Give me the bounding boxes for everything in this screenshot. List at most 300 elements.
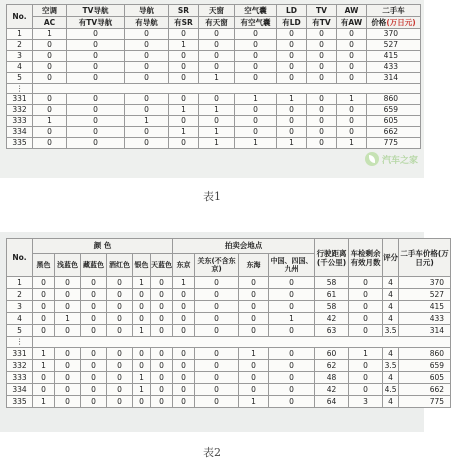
table1-cell: 0	[235, 40, 277, 51]
table2-cell: 0	[195, 277, 239, 289]
table2-cell: 0	[151, 301, 173, 313]
table2-row	[7, 384, 451, 396]
table2-header-color: 颜 色	[33, 239, 173, 254]
table1-cell: 0	[125, 62, 169, 73]
table2-cell: 0	[133, 301, 151, 313]
table2-cell: 0	[269, 360, 315, 372]
table1-cell: 0	[307, 116, 337, 127]
table2-cell: 0	[107, 384, 133, 396]
table1-cell: 0	[199, 51, 235, 62]
table1-cell: 0	[235, 116, 277, 127]
table1-cell: 1	[33, 29, 67, 40]
table1-cell: 415	[367, 51, 421, 62]
table2-header-auction-col: 中国、四国、九州	[269, 254, 315, 277]
table1-cell: 0	[337, 105, 367, 116]
table2-cell: 0	[33, 384, 55, 396]
table2-cell: 333	[7, 372, 33, 384]
table1-cell: 0	[169, 62, 199, 73]
table2-cell: 335	[7, 396, 33, 408]
table1-cell: 1	[169, 127, 199, 138]
table1-cell: 1	[199, 73, 235, 84]
table1-cell: 1	[199, 138, 235, 149]
table2-cell: 4	[383, 277, 399, 289]
table1-cell: 0	[235, 73, 277, 84]
table1-cell: 0	[67, 138, 125, 149]
table1-cell: 0	[67, 105, 125, 116]
table1-cell: 0	[307, 138, 337, 149]
table2-cell: 0	[151, 372, 173, 384]
table2-cell: 0	[151, 360, 173, 372]
table1-cell: 0	[337, 29, 367, 40]
table2-cell: 0	[239, 325, 269, 337]
table2-cell: 0	[81, 325, 107, 337]
table1-row	[7, 73, 421, 84]
table1-cell: 0	[235, 105, 277, 116]
table1-header-feature-sub: 有TV导航	[67, 17, 125, 29]
table1-header-feature: TV	[307, 5, 337, 17]
table2-cell: 0	[151, 384, 173, 396]
table1-header-feature-sub: 有AW	[337, 17, 367, 29]
table2-cell: 1	[55, 313, 81, 325]
table1-cell: 333	[7, 116, 33, 127]
table2-cell: 1	[239, 348, 269, 360]
table2-cell: 0	[173, 372, 195, 384]
table2-cell: 0	[269, 396, 315, 408]
table1-cell: 334	[7, 127, 33, 138]
table2-header-color-col: 酒红色	[107, 254, 133, 277]
table1-row	[7, 40, 421, 51]
table1-row	[7, 51, 421, 62]
table1-cell: 0	[307, 73, 337, 84]
table2-cell: 0	[55, 301, 81, 313]
table2-cell: 0	[81, 396, 107, 408]
table1-cell: 0	[277, 105, 307, 116]
table2-cell: 0	[81, 372, 107, 384]
table1-cell: 860	[367, 94, 421, 105]
table1-cell: 0	[67, 94, 125, 105]
table1-cell: 0	[125, 29, 169, 40]
table1-cell: 0	[33, 105, 67, 116]
table1-cell: 0	[277, 62, 307, 73]
table2-cell: 0	[107, 313, 133, 325]
table2-row	[7, 313, 451, 325]
table2-row	[7, 348, 451, 360]
table1-cell: 1	[337, 94, 367, 105]
table2-header-group-row	[7, 239, 451, 254]
table1-cell: 0	[169, 116, 199, 127]
table2-cell: 0	[173, 289, 195, 301]
table2-cell: 62	[315, 360, 349, 372]
table2-cell: 1	[33, 360, 55, 372]
table1-cell: 4	[7, 62, 33, 73]
table2-cell: 0	[151, 348, 173, 360]
table2-cell: 0	[239, 360, 269, 372]
table2-cell: 0	[107, 348, 133, 360]
table2-cell: 0	[55, 348, 81, 360]
table2-cell: 0	[349, 313, 383, 325]
table1-cell: 1	[33, 116, 67, 127]
table1-cell: 1	[235, 138, 277, 149]
table2-cell: 0	[133, 313, 151, 325]
table2-cell: 659	[399, 360, 451, 372]
table2-cell: 0	[195, 325, 239, 337]
table2-caption: 表2	[203, 446, 221, 459]
table1-cell: 659	[367, 105, 421, 116]
table1-cell: 0	[169, 138, 199, 149]
table1-ellipsis-row	[7, 84, 421, 94]
table2-cell: 1	[133, 372, 151, 384]
table2-cell: 0	[55, 396, 81, 408]
table2-cell: 1	[349, 348, 383, 360]
table2-cell: 0	[269, 301, 315, 313]
table1-cell: 335	[7, 138, 33, 149]
table2-cell: 4	[383, 372, 399, 384]
table2-cell: 0	[269, 348, 315, 360]
table1-cell: 0	[337, 62, 367, 73]
table1-header-feature-sub: AC	[33, 17, 67, 29]
table2-cell: 0	[133, 289, 151, 301]
table1-cell: 0	[33, 40, 67, 51]
table2-cell: 433	[399, 313, 451, 325]
table1-cell: 3	[7, 51, 33, 62]
table2-cell: 58	[315, 277, 349, 289]
table1-row	[7, 105, 421, 116]
table2-cell: 662	[399, 384, 451, 396]
table1-header-feature: 导航	[125, 5, 169, 17]
table2-cell: 0	[133, 396, 151, 408]
table2-header-distance: 行驶距离(千公里)	[315, 239, 349, 277]
table2-cell: 0	[81, 360, 107, 372]
table1-cell: 0	[337, 73, 367, 84]
table1-cell: 1	[199, 127, 235, 138]
table1-cell: 0	[67, 127, 125, 138]
table1-cell: 0	[33, 94, 67, 105]
table1-ellipsis-filler	[33, 84, 421, 94]
table2-ellipsis: ⋮	[7, 337, 33, 348]
table1-ellipsis: ⋮	[7, 84, 33, 94]
table1-cell: 0	[235, 29, 277, 40]
table1-cell: 0	[277, 116, 307, 127]
table2-cell: 0	[107, 289, 133, 301]
table2-header-color-col: 天蓝色	[151, 254, 173, 277]
table1-row	[7, 62, 421, 73]
table1-cell: 0	[67, 29, 125, 40]
table2-header-auction-col: 关东(不含东京)	[195, 254, 239, 277]
table2-cell: 314	[399, 325, 451, 337]
table2-cell: 0	[81, 313, 107, 325]
table1-header-feature-sub: 有LD	[277, 17, 307, 29]
table2-cell: 0	[151, 396, 173, 408]
table2-cell: 0	[173, 301, 195, 313]
table2-cell: 370	[399, 277, 451, 289]
table2-header-color-col: 黑色	[33, 254, 55, 277]
table2-cell: 860	[399, 348, 451, 360]
table2-cell: 1	[269, 313, 315, 325]
table2-cell: 58	[315, 301, 349, 313]
table1-cell: 0	[67, 62, 125, 73]
table2-cell: 0	[173, 348, 195, 360]
table2-cell: 0	[269, 384, 315, 396]
table1-cell: 0	[235, 62, 277, 73]
table1-cell: 1	[277, 138, 307, 149]
table2-cell: 4	[383, 289, 399, 301]
table1-cell: 0	[33, 138, 67, 149]
table2-cell: 0	[195, 384, 239, 396]
table2-cell: 0	[81, 348, 107, 360]
table2-cell: 4	[383, 301, 399, 313]
table2-cell: 0	[173, 360, 195, 372]
table1-cell: 0	[307, 94, 337, 105]
table1-header-feature: 空调	[33, 5, 67, 17]
table2-cell: 4.5	[383, 384, 399, 396]
table2-cell: 0	[239, 289, 269, 301]
table2-cell: 0	[151, 325, 173, 337]
table1-header-feature: TV导航	[67, 5, 125, 17]
table2-cell: 0	[269, 277, 315, 289]
table2-cell: 0	[55, 289, 81, 301]
table2-cell: 0	[81, 277, 107, 289]
table2-cell: 0	[55, 277, 81, 289]
table2-cell: 0	[173, 313, 195, 325]
table1-cell: 0	[67, 73, 125, 84]
table2-header-inspection: 车检剩余有效月数	[349, 239, 383, 277]
table1-cell: 0	[277, 40, 307, 51]
table1-caption: 表1	[203, 190, 221, 203]
table1-row	[7, 94, 421, 105]
table1-header-feature-sub: 有空气囊	[235, 17, 277, 29]
table1-row	[7, 116, 421, 127]
table2-cell: 0	[133, 348, 151, 360]
table1-cell: 0	[67, 51, 125, 62]
table2-cell: 0	[349, 384, 383, 396]
table1-cell: 314	[367, 73, 421, 84]
table1-header-feature: 天窗	[199, 5, 235, 17]
table1-cell: 0	[307, 51, 337, 62]
table1-header-feature-sub: 有TV	[307, 17, 337, 29]
table2-cell: 0	[81, 384, 107, 396]
table1-row	[7, 138, 421, 149]
table1-cell: 0	[307, 29, 337, 40]
table1-header-price-unit-text: (万日元)	[386, 17, 416, 27]
table2-cell: 0	[269, 289, 315, 301]
table2-cell: 4	[383, 348, 399, 360]
table2-cell: 3.5	[383, 360, 399, 372]
table1-panel	[0, 0, 424, 178]
table2-header-color-col: 藏蓝色	[81, 254, 107, 277]
table1-cell: 775	[367, 138, 421, 149]
table2-cell: 42	[315, 313, 349, 325]
table1-cell: 5	[7, 73, 33, 84]
table1-cell: 1	[169, 105, 199, 116]
table2-cell: 1	[33, 396, 55, 408]
table1-header-no: No.	[7, 5, 33, 29]
table1-cell: 1	[235, 94, 277, 105]
table2-cell: 0	[173, 396, 195, 408]
table1-cell: 370	[367, 29, 421, 40]
table2-cell: 605	[399, 372, 451, 384]
table2-ellipsis-row	[7, 337, 451, 348]
table2-cell: 0	[151, 277, 173, 289]
table1-cell: 0	[33, 73, 67, 84]
table2-cell: 1	[7, 277, 33, 289]
table1-cell: 605	[367, 116, 421, 127]
table2-cell: 0	[349, 372, 383, 384]
table2-cell: 48	[315, 372, 349, 384]
table1-cell: 0	[67, 40, 125, 51]
table2-cell: 0	[81, 289, 107, 301]
table2-cell: 3.5	[383, 325, 399, 337]
table2-row	[7, 301, 451, 313]
table2-header-color-col: 浅蓝色	[55, 254, 81, 277]
table1-cell: 0	[125, 105, 169, 116]
table1-cell: 0	[307, 105, 337, 116]
table1-cell: 0	[125, 127, 169, 138]
table2-cell: 0	[195, 289, 239, 301]
table1-cell: 1	[169, 40, 199, 51]
table2-cell: 42	[315, 384, 349, 396]
table2-header-color-col: 银色	[133, 254, 151, 277]
table1-header-feature: 空气囊	[235, 5, 277, 17]
table1-row	[7, 29, 421, 40]
table1-cell: 1	[125, 116, 169, 127]
table2-row	[7, 396, 451, 408]
table2-cell: 0	[173, 325, 195, 337]
table2-cell: 0	[195, 396, 239, 408]
table1-cell: 0	[169, 29, 199, 40]
table1-header-price-label: 价格	[371, 17, 387, 27]
table2-cell: 0	[107, 301, 133, 313]
table2-cell: 0	[269, 325, 315, 337]
table1-cell: 0	[199, 94, 235, 105]
table2-cell: 0	[107, 277, 133, 289]
table1-header-price: 二手车	[367, 5, 421, 17]
table2-cell: 4	[383, 313, 399, 325]
table2-cell: 0	[173, 384, 195, 396]
table1-options-vs-price	[6, 4, 421, 149]
table2-cell: 775	[399, 396, 451, 408]
table1-cell: 0	[235, 51, 277, 62]
table1-cell: 0	[33, 62, 67, 73]
table1-cell: 332	[7, 105, 33, 116]
table1-cell: 433	[367, 62, 421, 73]
table2-cell: 0	[33, 277, 55, 289]
table2-cell: 0	[33, 372, 55, 384]
table2-cell: 527	[399, 289, 451, 301]
table2-cell: 0	[349, 360, 383, 372]
table2-cell: 0	[107, 325, 133, 337]
table2-cell: 0	[33, 325, 55, 337]
table1-cell: 0	[125, 51, 169, 62]
table2-cell: 0	[81, 301, 107, 313]
table1-header-feature-sub: 有导航	[125, 17, 169, 29]
table2-cell: 0	[349, 325, 383, 337]
table2-header-auction-col: 东京	[173, 254, 195, 277]
table2-cell: 0	[195, 360, 239, 372]
table2-cell: 1	[133, 325, 151, 337]
table2-cell: 0	[133, 360, 151, 372]
table1-header-feature: SR	[169, 5, 199, 17]
table1-cell: 0	[277, 29, 307, 40]
table1-cell: 2	[7, 40, 33, 51]
table2-cell: 0	[55, 325, 81, 337]
table2-cell: 0	[107, 372, 133, 384]
table2-header-price: 二手车价格(万日元)	[399, 239, 451, 277]
table2-cell: 0	[33, 289, 55, 301]
table2-header-no: No.	[7, 239, 33, 277]
table1-cell: 0	[337, 51, 367, 62]
table2-cell: 0	[107, 396, 133, 408]
table1-header-row-1	[7, 5, 421, 17]
table1-cell: 0	[307, 62, 337, 73]
table2-cell: 0	[239, 384, 269, 396]
table2-cell: 0	[55, 384, 81, 396]
table1-cell: 0	[277, 127, 307, 138]
table1-cell: 0	[235, 127, 277, 138]
table2-cell: 0	[239, 277, 269, 289]
table2-header-auction: 拍卖会地点	[173, 239, 315, 254]
table1-body	[7, 29, 421, 149]
table1-cell: 0	[337, 40, 367, 51]
table2-cell: 415	[399, 301, 451, 313]
table2-header-score: 评分	[383, 239, 399, 277]
table2-row	[7, 289, 451, 301]
table2-cell: 61	[315, 289, 349, 301]
table2-cell: 60	[315, 348, 349, 360]
table1-cell: 1	[277, 94, 307, 105]
table2-cell: 0	[349, 277, 383, 289]
table2-cell: 0	[151, 313, 173, 325]
table1-cell: 0	[67, 116, 125, 127]
table2-cell: 332	[7, 360, 33, 372]
table2-cell: 0	[195, 348, 239, 360]
table2-row	[7, 372, 451, 384]
table1-cell: 0	[125, 40, 169, 51]
table2-cell: 0	[55, 372, 81, 384]
table2-cell: 334	[7, 384, 33, 396]
table1-cell: 0	[199, 29, 235, 40]
table1-cell: 0	[199, 62, 235, 73]
table1-cell: 0	[125, 94, 169, 105]
table2-cell: 3	[349, 396, 383, 408]
leaf-logo-icon	[365, 152, 379, 166]
table2-cell: 0	[239, 372, 269, 384]
table2-cell: 0	[55, 360, 81, 372]
table2-cell: 4	[7, 313, 33, 325]
table1-cell: 0	[169, 73, 199, 84]
table1-header-price-unit	[367, 17, 421, 29]
table2-cell: 1	[239, 396, 269, 408]
table1-cell: 0	[125, 73, 169, 84]
table1-cell: 1	[7, 29, 33, 40]
table1-cell: 0	[277, 51, 307, 62]
table1-cell: 0	[307, 127, 337, 138]
table1-header-row-2	[7, 17, 421, 29]
table2-cell: 0	[269, 372, 315, 384]
table2-cell: 63	[315, 325, 349, 337]
table2-body	[7, 277, 451, 408]
table2-cell: 1	[33, 348, 55, 360]
table2-cell: 0	[107, 360, 133, 372]
table1-cell: 1	[337, 138, 367, 149]
table1-cell: 0	[337, 127, 367, 138]
table1-cell: 0	[169, 94, 199, 105]
table2-header-auction-col: 东海	[239, 254, 269, 277]
table2-ellipsis-filler	[33, 337, 451, 348]
table1-cell: 0	[125, 138, 169, 149]
table2-cell: 3	[7, 301, 33, 313]
table2-row	[7, 360, 451, 372]
table1-row	[7, 127, 421, 138]
